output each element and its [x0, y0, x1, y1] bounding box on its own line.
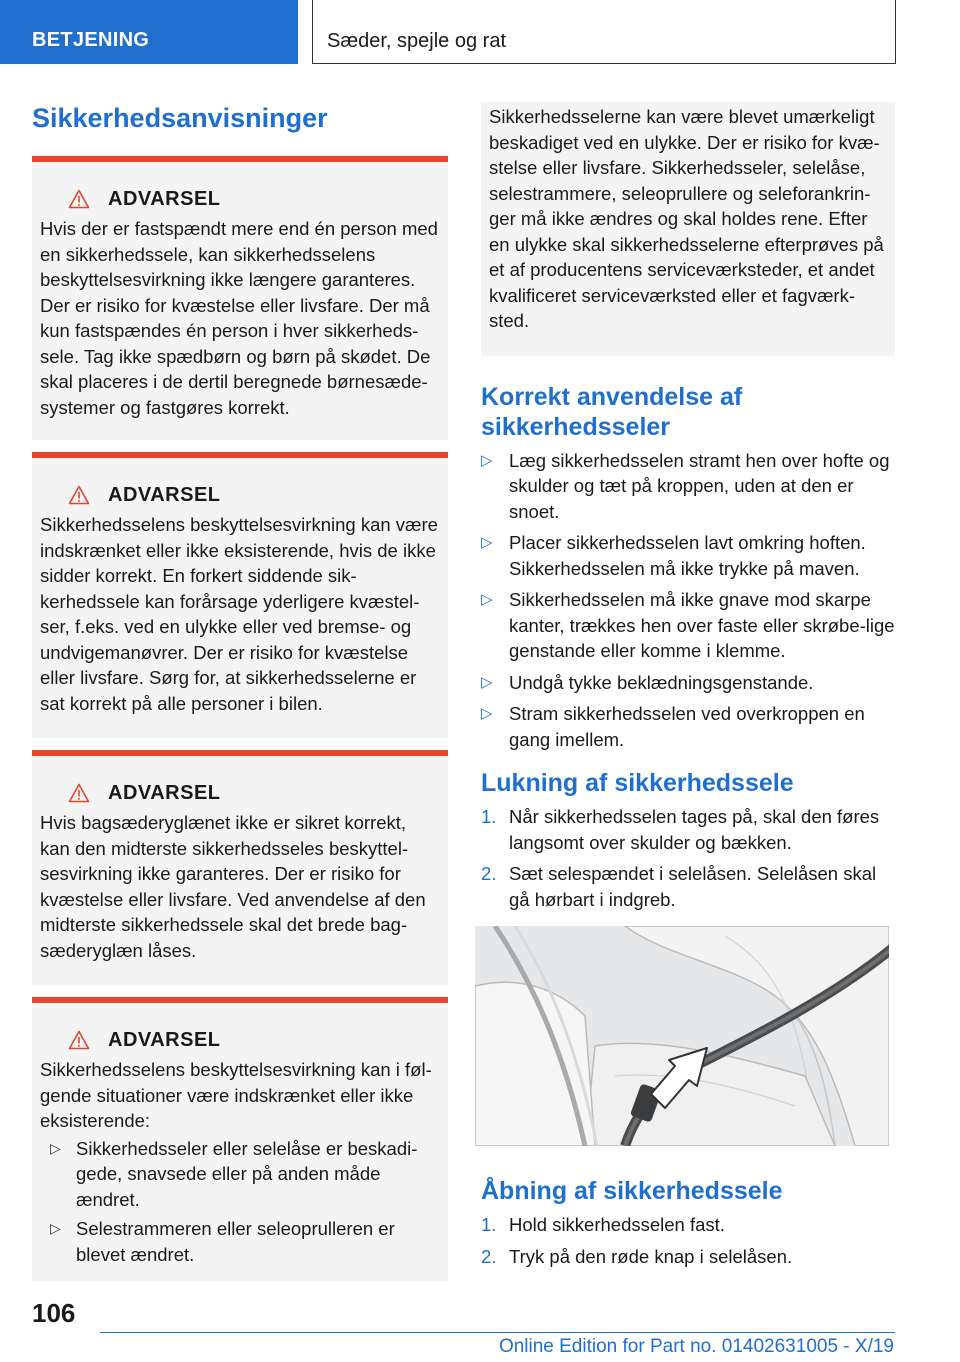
triangle-bullet-icon: ▷: [481, 534, 493, 551]
warning-header: [40, 182, 440, 216]
triangle-bullet-icon: ▷: [50, 1139, 61, 1156]
warning-title: ADVARSEL: [108, 483, 221, 506]
seatbelt-illustration: [475, 926, 889, 1146]
warning-title: ADVARSEL: [108, 781, 221, 804]
right-column: [481, 102, 895, 1275]
page-header: [0, 0, 960, 64]
section-heading: Åbning af sikkerhedssele: [481, 1177, 783, 1205]
page-number: 106: [32, 1298, 76, 1328]
warning-box: [32, 750, 448, 985]
warning-header: [40, 1023, 440, 1057]
numbered-list: [481, 1212, 895, 1269]
warning-bullet-list: [40, 1136, 440, 1268]
warning-text: Sikkerhedsselens beskyttelsesvirkning kan være indskrænket eller ikke eksisterende, hvis de ikke sidder korrekt. En forkert siddende sik-kerhedssele kan forårsage yderligere kvæstel-ser, f.eks. ved en ulykke eller ved bremse- og undvigemanøvrer. Der er risiko for kvæstelse eller livsfare. Sørg for, at sikkerhedsselerne er sat korrekt på alle personer i bilen.: [40, 514, 438, 714]
list-item: 1. Når sikkerhedsselen tages på, skal den føres langsomt over skulder og bækken.: [481, 806, 880, 853]
list-item: ▷ Undgå tykke beklædningsgenstande.: [481, 670, 895, 696]
section-heading: Sikkerhedsanvisninger: [32, 103, 328, 133]
section-heading: Lukning af sikkerhedssele: [481, 769, 794, 797]
seat-illustration-graphic: [475, 926, 889, 1146]
warning-title: ADVARSEL: [108, 1028, 221, 1051]
list-item: ▷ Placer sikkerhedsselen lavt omkring hoften. Sikkerhedsselen må ikke trykke på maven.: [481, 532, 866, 579]
triangle-bullet-icon: ▷: [481, 705, 493, 722]
left-column: [32, 96, 448, 1281]
bullet-list: [481, 448, 895, 753]
warning-text: Sikkerhedsselens beskyttelsesvirkning kan i føl-gende situationer være indskrænket eller ikke eksisterende:: [40, 1059, 432, 1131]
triangle-bullet-icon: ▷: [481, 451, 493, 469]
numbered-list: [481, 804, 895, 912]
edition-note: Online Edition for Part no. 01402631005 - X/19: [498, 1336, 894, 1357]
list-item: ▷ Selestrammeren eller seleoprulleren er blevet ændret.: [50, 1218, 395, 1265]
list-item: ▷ Sikkerhedsseler eller selelåse er beskadi-gede, snavsede eller på anden måde ændret.: [50, 1137, 418, 1210]
section-tab: BETJENING: [0, 0, 298, 64]
list-item: ▷ Læg sikkerhedsselen stramt hen over hofte og skulder og tæt på kroppen, uden at den er snoet.: [481, 449, 890, 522]
warning-title: ADVARSEL: [108, 187, 221, 210]
triangle-bullet-icon: ▷: [481, 591, 493, 608]
warning-triangle-icon: [68, 189, 90, 209]
step-number: 1.: [481, 1214, 497, 1235]
warning-header: [40, 776, 440, 810]
list-item: 2. Sæt selespændet i selelåsen. Selelåsen skal gå hørbart i indgreb.: [481, 863, 877, 910]
list-item: ▷ Sikkerhedsselen må ikke gnave mod skarpe kanter, trækkes hen over faste eller skrøbe-lige genstande eller komme i klemme.: [481, 589, 895, 661]
chapter-title: Sæder, spejle og rat: [312, 0, 896, 64]
list-item: 1. Hold sikkerhedsselen fast.: [481, 1212, 895, 1238]
warning-box: [32, 997, 448, 1281]
warning-header: [40, 478, 440, 512]
triangle-bullet-icon: ▷: [50, 1220, 61, 1236]
warning-triangle-icon: [68, 1030, 90, 1050]
warning-triangle-icon: [68, 485, 90, 505]
triangle-bullet-icon: ▷: [481, 673, 493, 691]
footer-divider: [100, 1332, 895, 1333]
section-heading: Korrekt anvendelse af sikkerhedsseler: [481, 382, 743, 441]
warning-text: Hvis der er fastspændt mere end én person med en sikkerhedssele, kan sikkerhedsselens beskyttelsesvirkning ikke længere garanteres. Der er risiko for kvæstelse eller livsfare. Der må kun fastspændes én person i hver sikkerheds-sele. Tag ikke spædbørn og børn på skødet. De skal placeres i de dertil beregnede børnesæde-systemer og fastgøres korrekt.: [40, 218, 438, 418]
warning-box: [32, 156, 448, 440]
list-item: ▷ Stram sikkerhedsselen ved overkroppen en gang imellem.: [481, 703, 865, 750]
list-item: 2. Tryk på den røde knap i selelåsen.: [481, 1244, 895, 1270]
step-number: 1.: [481, 806, 497, 827]
warning-text: Hvis bagsæderyglænet ikke er sikret korrekt, kan den midterste sikkerhedsseles beskyttel-sesvirkning ikke garanteres. Der er risiko for kvæstelse eller livsfare. Ved anvendelse af den midterste sikkerhedssele skal det brede bag-sæderyglæn låses.: [40, 812, 426, 961]
warning-triangle-icon: [68, 783, 90, 803]
warning-box: [32, 452, 448, 738]
step-number: 2.: [481, 863, 497, 884]
step-number: 2.: [481, 1245, 497, 1267]
continued-warning-text: Sikkerhedsselerne kan være blevet umærkeligt beskadiget ved en ulykke. Der er risiko for kvæ-stelse eller livsfare. Sikkerhedsseler, selelåse, selestrammere, seleoprullere og seleforankrin-ger må ikke ændres og skal holdes rene. Efter en ulykke skal sikkerhedsselerne efterprøves på et af producentens serviceværksteder, et andet kvalificeret serviceværksted eller et fagværk-sted.: [481, 102, 895, 356]
